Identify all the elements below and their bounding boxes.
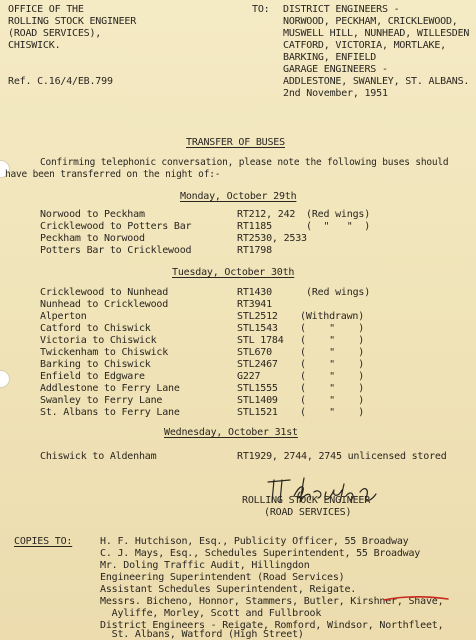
- bus-number: RT212, 242: [237, 209, 296, 220]
- recipient-line: DISTRICT ENGINEERS -: [283, 4, 400, 15]
- office-line: OFFICE OF THE: [8, 4, 84, 15]
- bus-number: RT3941: [237, 299, 272, 310]
- transfer-route: Catford to Chiswick: [40, 323, 151, 334]
- bus-number: STL2512: [237, 311, 278, 322]
- memo-date: 2nd November, 1951: [283, 88, 388, 99]
- intro-line: Confirming telephonic conversation, please note the following buses should: [40, 157, 449, 168]
- office-line: ROLLING STOCK ENGINEER: [8, 16, 137, 27]
- bus-number: STL1543: [237, 323, 278, 334]
- document-title: TRANSFER OF BUSES: [186, 137, 285, 148]
- transfer-route: Alperton: [40, 311, 87, 322]
- transfer-route: Nunhead to Cricklewood: [40, 299, 169, 310]
- copies-label: COPIES TO:: [14, 536, 73, 547]
- punch-hole: [0, 370, 10, 388]
- recipient-line: GARAGE ENGINEERS -: [283, 64, 388, 75]
- recipient-line: MUSWELL HILL, NUNHEAD, WILLESDEN: [283, 28, 470, 39]
- recipient-line: NORWOOD, PECKHAM, CRICKLEWOOD,: [283, 16, 458, 27]
- recipient-line: BARKING, ENFIELD: [283, 52, 377, 63]
- bus-number: STL670: [237, 347, 272, 358]
- transfer-route: Cricklewood to Nunhead: [40, 287, 169, 298]
- transfer-note: ( " ): [300, 395, 365, 406]
- red-pencil-underline: [382, 594, 450, 604]
- intro-line: have been transferred on the night of:-: [5, 169, 221, 180]
- copy-recipient: H. F. Hutchison, Esq., Publicity Officer, 55 Broadway: [100, 536, 409, 547]
- transfer-route: Peckham to Norwood: [40, 233, 145, 244]
- transfer-route: Cricklewood to Potters Bar: [40, 221, 192, 232]
- transfer-note: (Red wings): [306, 209, 371, 220]
- transfer-note: ( " ): [300, 371, 365, 382]
- transfer-note: ( " ): [300, 347, 365, 358]
- copy-recipient: Mr. Doling Traffic Audit, Hillingdon: [100, 560, 310, 571]
- copy-recipient: Engineering Superintendent (Road Services): [100, 572, 345, 583]
- reference: Ref. C.16/4/EB.799: [8, 76, 113, 87]
- signatory-title: ROLLING STOCK ENGINEER: [242, 495, 371, 506]
- transfer-route: St. Albans to Ferry Lane: [40, 407, 180, 418]
- transfer-note: ( " " ): [306, 221, 371, 232]
- bus-number: STL 1784: [237, 335, 284, 346]
- transfer-route: Chiswick to Aldenham: [40, 451, 157, 462]
- bus-number: RT1185: [237, 221, 272, 232]
- bus-number: STL1521: [237, 407, 278, 418]
- transfer-route: Addlestone to Ferry Lane: [40, 383, 180, 394]
- day-heading: Wednesday, October 31st: [164, 427, 298, 438]
- transfer-note: ( " ): [300, 407, 365, 418]
- day-heading: Monday, October 29th: [180, 191, 297, 202]
- recipient-line: ADDLESTONE, SWANLEY, ST. ALBANS.: [283, 76, 470, 87]
- transfer-route: Enfield to Edgware: [40, 371, 145, 382]
- transfer-route: Twickenham to Chiswick: [40, 347, 169, 358]
- transfer-note: ( " ): [300, 359, 365, 370]
- copy-recipient: Ayliffe, Morley, Scott and Fullbrook: [100, 608, 322, 619]
- transfer-route: Barking to Chiswick: [40, 359, 151, 370]
- transfer-route: Victoria to Chiswick: [40, 335, 157, 346]
- bus-number: RT2530, 2533: [237, 233, 307, 244]
- transfer-note: (Withdrawn): [300, 311, 365, 322]
- bus-number: STL1555: [237, 383, 278, 394]
- bus-number: RT1430: [237, 287, 272, 298]
- copy-recipient: St. Albans, Watford (High Street): [100, 629, 304, 640]
- day-heading: Tuesday, October 30th: [172, 267, 295, 278]
- copy-recipient: C. J. Mays, Esq., Schedules Superintendent, 55 Broadway: [100, 548, 421, 559]
- bus-number: STL2467: [237, 359, 278, 370]
- copy-recipient: Messrs. Bicheno, Honnor, Stammers, Butler, Kirshner, Shave,: [100, 596, 444, 607]
- office-line: CHISWICK.: [8, 40, 61, 51]
- transfer-note: ( " ): [300, 335, 365, 346]
- transfer-note: (Red wings): [306, 287, 371, 298]
- recipient-line: CATFORD, VICTORIA, MORTLAKE,: [283, 40, 446, 51]
- transfer-route: Potters Bar to Cricklewood: [40, 245, 192, 256]
- transfer-note: ( " ): [300, 323, 365, 334]
- transfer-route: Norwood to Peckham: [40, 209, 145, 220]
- signatory-title: (ROAD SERVICES): [264, 507, 352, 518]
- copy-recipient: Assistant Schedules Superintendent, Reigate.: [100, 584, 357, 595]
- bus-number: STL1409: [237, 395, 278, 406]
- bus-number: RT1798: [237, 245, 272, 256]
- transfer-route: Swanley to Ferry Lane: [40, 395, 163, 406]
- bus-number: RT1929, 2744, 2745 unlicensed stored: [237, 451, 447, 462]
- transfer-note: ( " ): [300, 383, 365, 394]
- to-label: TO:: [252, 4, 270, 15]
- copy-recipient: District Engineers - Reigate, Romford, Windsor, Northfleet,: [100, 620, 444, 631]
- office-line: (ROAD SERVICES),: [8, 28, 102, 39]
- bus-number: G227: [237, 371, 261, 382]
